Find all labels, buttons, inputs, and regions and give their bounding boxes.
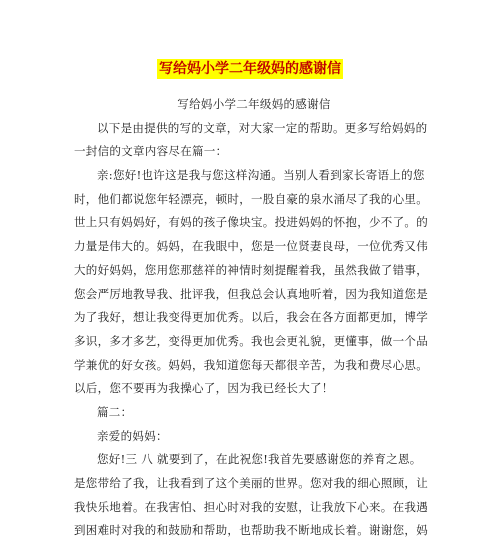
text-line: 为了我好，想让我变得更加优秀。以后，我会在各方面都更加，博学 [74,310,428,325]
text-line: 以后，您不要再为我操心了，因为我已经长大了！ [74,381,334,396]
text-line: 您好!三 八 就要到了，在此祝您!我首先要感谢您的养育之恩。 [97,452,422,467]
text-line: 到困难时对我的和鼓励和帮助，也帮助我不断地成长着。谢谢您，妈 [74,523,428,538]
salutation-line: 亲爱的妈妈： [97,428,168,443]
text-line: 力量是伟大的。妈妈，在我眼中，您是一位贤妻良母，一位优秀又伟 [74,239,428,254]
text-line: 时，他们都说您年轻漂亮，顿时，一股自豪的泉水涌尽了我的心里。 [74,191,428,206]
document-title: 写给妈小学二年级妈的感谢信 [159,61,341,77]
text-line: 学兼优的好女孩。妈妈，我知道您每天都很辛苦，为我和费尽心思。 [74,357,428,372]
text-line: 以下是由提供的写的文章，对大家一定的帮助。更多写给妈妈的 [97,120,428,135]
text-line: 世上只有妈妈好，有妈的孩子像块宝。投进妈妈的怀抱，少不了。的 [74,215,428,230]
text-line: 亲:您好!也许这是我与您这样沟通。当别人看到家长寄语上的您 [97,168,425,183]
text-line: 多识，多才多艺，变得更加优秀。我也会更礼貌，更懂事，做一个品 [74,333,428,348]
text-line: 大的好妈妈，您用您那慈祥的神情时刻提醒着我，虽然我做了错事， [74,262,428,277]
text-line: 一封信的文章内容尽在篇一： [74,144,228,159]
document-body [74,93,434,543]
text-line: 您会严厉地教导我、批评我，但我总会认真地听着，因为我知道您是 [74,286,428,301]
subtitle-line: 写给妈小学二年级妈的感谢信 [177,97,331,111]
title-wrapper [0,58,500,79]
text-line: 是您带给了我，让我看到了这个美丽的世界。您对我的细心照顾，让 [74,476,428,490]
section-heading: 篇二： [97,404,133,419]
text-line: 我快乐地着。在我害怕、担心时对我的安慰，让我放下心来。在我遇 [74,499,428,514]
